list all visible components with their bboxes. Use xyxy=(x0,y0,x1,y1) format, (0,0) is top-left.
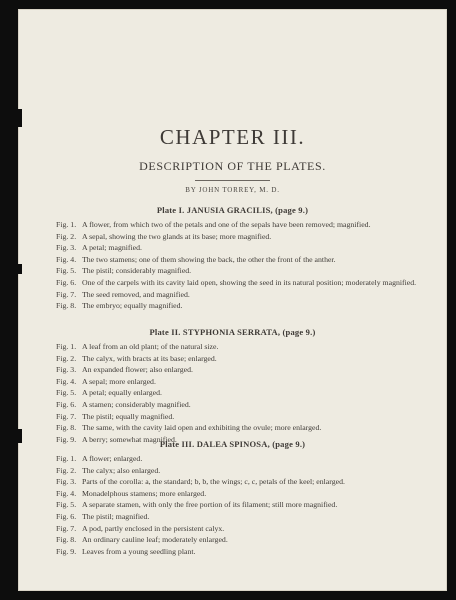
figure-label: Fig. 3. xyxy=(56,477,77,487)
plate-section-3 xyxy=(18,438,447,557)
figure-description: A stamen; considerably magnified. xyxy=(82,399,191,409)
figure-list xyxy=(18,453,447,557)
figure-entry xyxy=(18,242,447,254)
figure-label: Fig. 8. xyxy=(56,301,77,311)
figure-description: The two stamens; one of them showing the back, the other the front of the anther. xyxy=(82,254,336,264)
figure-entry xyxy=(18,277,447,289)
figure-entry xyxy=(18,422,447,434)
chapter-subtitle: DESCRIPTION OF THE PLATES. xyxy=(139,159,326,173)
figure-label: Fig. 3. xyxy=(56,365,77,375)
figure-entry xyxy=(18,476,447,488)
plate-section-2 xyxy=(18,326,447,445)
figure-description: The pistil; equally magnified. xyxy=(82,411,175,421)
figure-entry xyxy=(18,465,447,477)
chapter-author: BY JOHN TORREY, M. D. xyxy=(185,186,280,194)
figure-label: Fig. 5. xyxy=(56,500,77,510)
figure-description: Parts of the corolla: a, the standard; b, b, the wings; c, c, petals of the keel; enlarged. xyxy=(82,477,345,487)
figure-description: The seed removed, and magnified. xyxy=(82,289,190,299)
figure-label: Fig. 1. xyxy=(56,454,77,463)
figure-label: Fig. 1. xyxy=(56,342,77,351)
figure-description: A flower, from which two of the petals and one of the sepals have been removed; magnified. xyxy=(82,220,371,229)
figure-entry xyxy=(18,219,447,231)
figure-description: The pistil; magnified. xyxy=(82,511,150,521)
figure-description: A pod, partly enclosed in the persistent calyx. xyxy=(82,523,225,533)
figure-description: An expanded flower; also enlarged. xyxy=(82,365,193,375)
figure-description: The pistil; considerably magnified. xyxy=(82,266,192,276)
figure-entry xyxy=(18,488,447,500)
figure-label: Fig. 4. xyxy=(56,254,77,264)
plate-heading: Plate II. STYPHONIA SERRATA, (page 9.) xyxy=(149,327,316,337)
figure-label: Fig. 8. xyxy=(56,423,77,433)
figure-label: Fig. 7. xyxy=(56,411,77,421)
figure-description: One of the carpels with its cavity laid open, showing the seed in its natural position; moderately magnified. xyxy=(82,277,417,287)
figure-entry xyxy=(18,534,447,546)
figure-description: A sepal, showing the two glands at its base; more magnified. xyxy=(82,231,272,241)
figure-entry xyxy=(18,399,447,411)
plate-heading: Plate I. JANUSIA GRACILIS, (page 9.) xyxy=(156,205,309,215)
figure-description: Monadelphous stamens; more enlarged. xyxy=(82,488,207,498)
title-rule xyxy=(195,180,270,181)
book-page xyxy=(18,9,447,591)
figure-label: Fig. 9. xyxy=(56,546,77,556)
figure-label: Fig. 8. xyxy=(56,535,77,545)
figure-label: Fig. 7. xyxy=(56,523,77,533)
figure-label: Fig. 2. xyxy=(56,353,77,363)
figure-label: Fig. 2. xyxy=(56,465,77,475)
figure-entry xyxy=(18,453,447,465)
figure-entry xyxy=(18,353,447,365)
figure-description: A petal; magnified. xyxy=(82,243,142,253)
figure-label: Fig. 6. xyxy=(56,399,77,409)
figure-label: Fig. 6. xyxy=(56,511,77,521)
plate-section-1 xyxy=(18,204,447,312)
figure-entry xyxy=(18,499,447,511)
figure-list xyxy=(18,341,447,445)
figure-entry xyxy=(18,265,447,277)
figure-description: A berry; somewhat magnified. xyxy=(82,434,177,444)
figure-label: Fig. 5. xyxy=(56,266,77,276)
figure-label: Fig. 4. xyxy=(56,488,77,498)
figure-description: A petal; equally enlarged. xyxy=(82,388,162,398)
figure-entry xyxy=(18,231,447,243)
figure-description: A flower; enlarged. xyxy=(82,454,143,463)
plate-heading: Plate III. DALEA SPINOSA, (page 9.) xyxy=(159,439,306,449)
figure-entry xyxy=(18,523,447,535)
figure-description: A leaf from an old plant; of the natural size. xyxy=(82,342,219,351)
figure-entry xyxy=(18,300,447,312)
figure-description: The embryo; equally magnified. xyxy=(82,301,183,311)
figure-entry xyxy=(18,254,447,266)
figure-entry xyxy=(18,376,447,388)
figure-description: The calyx; also enlarged. xyxy=(82,465,161,475)
figure-entry xyxy=(18,387,447,399)
figure-description: Leaves from a young seedling plant. xyxy=(82,546,196,556)
figure-label: Fig. 5. xyxy=(56,388,77,398)
figure-entry xyxy=(18,511,447,523)
figure-entry xyxy=(18,546,447,558)
figure-label: Fig. 1. xyxy=(56,220,77,229)
figure-description: A separate stamen, with only the free portion of its filament; still more magnified. xyxy=(82,500,338,510)
figure-description: The same, with the cavity laid open and exhibiting the ovule; more enlarged. xyxy=(82,423,322,433)
figure-entry xyxy=(18,364,447,376)
figure-label: Fig. 2. xyxy=(56,231,77,241)
figure-label: Fig. 6. xyxy=(56,277,77,287)
figure-label: Fig. 9. xyxy=(56,434,77,444)
figure-description: The calyx, with bracts at its base; enlarged. xyxy=(82,353,217,363)
figure-entry xyxy=(18,411,447,423)
figure-entry xyxy=(18,289,447,301)
chapter-title: CHAPTER III. xyxy=(159,125,306,149)
figure-description: A sepal; more enlarged. xyxy=(82,376,156,386)
figure-entry xyxy=(18,341,447,353)
figure-label: Fig. 3. xyxy=(56,243,77,253)
figure-list xyxy=(18,219,447,312)
figure-description: An ordinary cauline leaf; moderately enlarged. xyxy=(82,535,228,545)
figure-label: Fig. 4. xyxy=(56,376,77,386)
figure-label: Fig. 7. xyxy=(56,289,77,299)
